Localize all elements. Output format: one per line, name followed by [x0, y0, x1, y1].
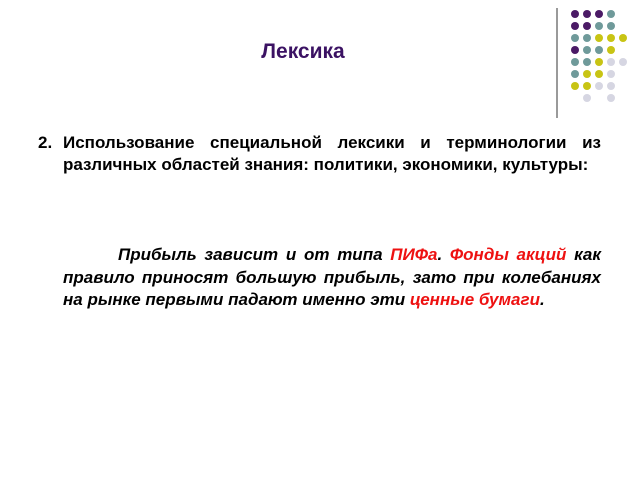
decor-dot	[571, 70, 579, 78]
example-text: .	[539, 290, 545, 309]
decor-dot	[607, 58, 615, 66]
decor-dot	[571, 22, 579, 30]
term-highlight: ценные бумаги	[409, 290, 540, 309]
decor-dot	[607, 82, 615, 90]
item-number: 2.	[38, 133, 53, 152]
list-item	[38, 132, 601, 176]
example-text: .	[437, 245, 450, 264]
decor-dot	[607, 34, 615, 42]
decor-dot	[583, 94, 591, 102]
term-highlight: ПИФа	[390, 245, 438, 264]
decor-dot	[583, 70, 591, 78]
example-text: как правило приносят большую прибыль, зато при колебаниях на рынке первыми падают именно эти	[63, 245, 602, 309]
decor-dot	[583, 10, 591, 18]
term-highlight: Фонды акций	[449, 245, 567, 264]
decor-dot	[619, 34, 627, 42]
decor-dot	[607, 70, 615, 78]
decor-dot	[607, 22, 615, 30]
example-text: Прибыль зависит и от типа	[118, 245, 391, 264]
decor-dot	[619, 58, 627, 66]
decor-dot	[607, 46, 615, 54]
decor-dot	[571, 10, 579, 18]
decor-dot	[595, 82, 603, 90]
slide-title: Лексика	[261, 40, 345, 63]
decor-dot	[607, 10, 615, 18]
decor-dot	[595, 22, 603, 30]
item-text: Использование специальной лексики и терминологии из различных областей знания: политики, экономики, культуры:	[63, 133, 601, 174]
decor-dot	[607, 94, 615, 102]
decor-dot	[583, 82, 591, 90]
decor-dot	[571, 82, 579, 90]
decor-dot	[595, 70, 603, 78]
decor-dot	[583, 22, 591, 30]
example-paragraph	[63, 244, 601, 312]
decor-dot	[595, 10, 603, 18]
